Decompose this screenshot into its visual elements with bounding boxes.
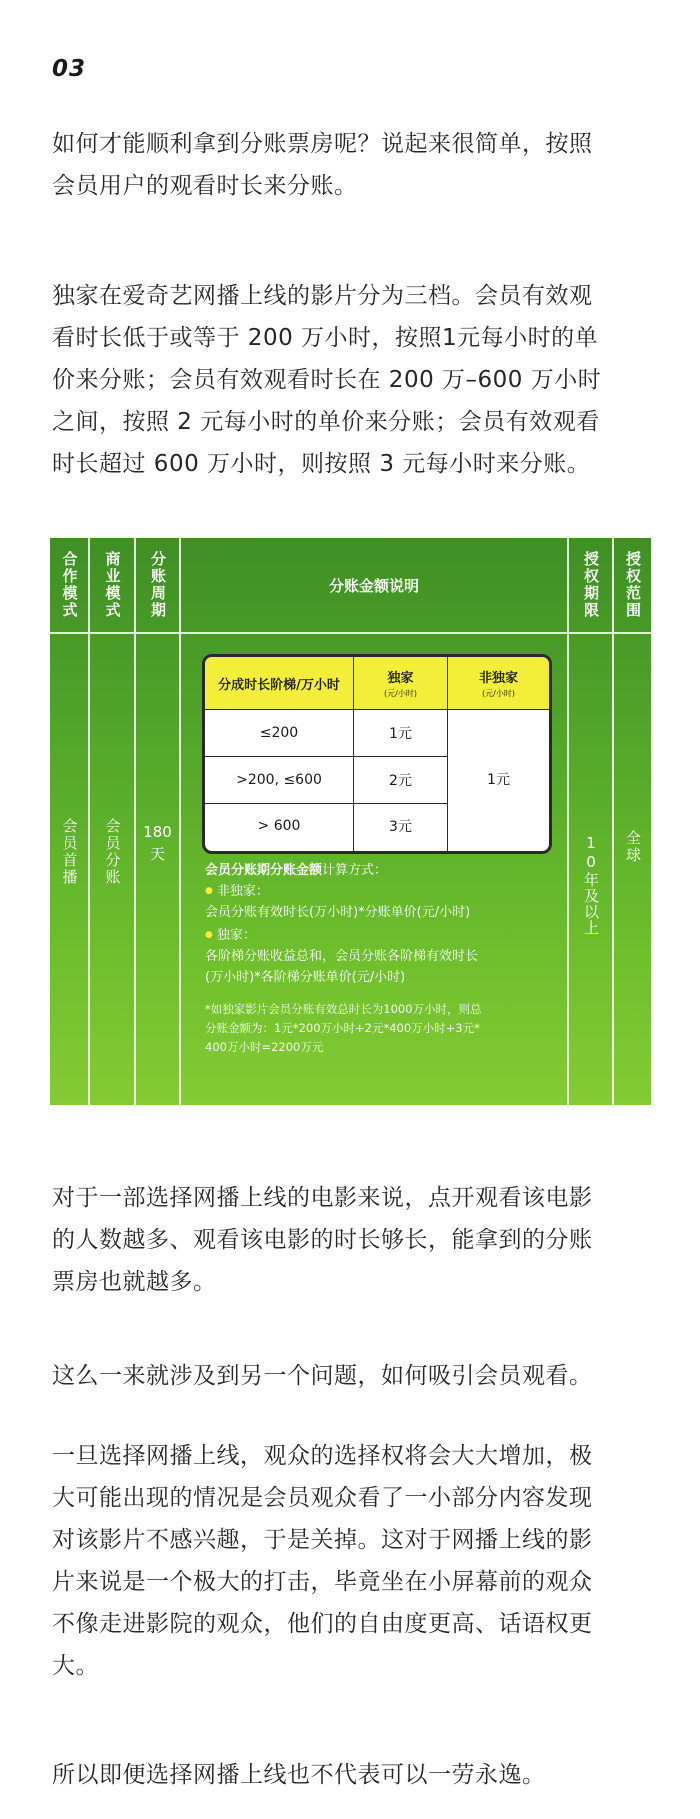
nonexclusive-label: ● 非独家： [205, 881, 535, 902]
nonexclusive-header: 非独家 (元/小时) [448, 657, 549, 709]
text-line: 价来分账；会员有效观看时长在 200 万–600 万小时 [52, 367, 602, 393]
exclusive-label: ● 独家： [205, 925, 535, 946]
revenue-share-infographic [50, 538, 651, 1105]
period-unit: 天 [149, 845, 165, 863]
text-line: 独家在爱奇艺网播上线的影片分为三档。会员有效观 [52, 283, 593, 309]
text-line: 对该影片不感兴趣，于是关掉。这对于网播上线的影 [52, 1527, 593, 1553]
header-term: 授权期限 [582, 551, 600, 619]
text-line: 如何才能顺利拿到分账票房呢？说起来很简单，按照 [52, 131, 593, 157]
text-line: 时长超过 600 万小时，则按照 3 元每小时来分账。 [52, 451, 591, 477]
calculation-notes [205, 860, 535, 1057]
text-line: 看时长低于或等于 200 万小时，按照1元每小时的单 [52, 325, 599, 351]
divider [50, 632, 651, 634]
text-line: 对于一部选择网播上线的电影来说，点开观看该电影 [52, 1185, 593, 1211]
header-amount: 分账金额说明 [328, 576, 419, 595]
text-line: 之间，按照 2 元每小时的单价来分账；会员有效观看 [52, 409, 600, 435]
cell-mode: 会员首播 [60, 818, 79, 886]
example-line: 分账金额为：1元*200万小时+2元*400万小时+3元* [205, 1021, 480, 1035]
nonexclusive-formula: 会员分账有效时长(万小时)*分账单价(元/小时) [205, 905, 471, 920]
paragraph-3 [52, 1177, 656, 1303]
tier-table [202, 654, 552, 854]
paragraph-1 [52, 123, 656, 207]
header-business: 商业模式 [103, 551, 122, 619]
cell-period [136, 823, 179, 864]
exclusive-price-cell: 3元 [389, 819, 412, 835]
text-line: 大。 [52, 1653, 99, 1679]
header-period: 分账周期 [149, 551, 167, 619]
notes-title [205, 860, 535, 881]
period-number: 180 [143, 823, 172, 841]
tier-cell: >200, ≤600 [236, 772, 322, 788]
text-line: 所以即便选择网播上线也不代表可以一劳永逸。 [52, 1762, 546, 1788]
text-line: 片来说是一个极大的打击，毕竟坐在小屏幕前的观众 [52, 1569, 593, 1595]
section-number: 03 [52, 56, 87, 82]
paragraph-5 [52, 1435, 656, 1687]
paragraph-4 [52, 1355, 656, 1397]
cell-business: 会员分账 [103, 818, 122, 886]
example-line: 400万小时=2200万元 [205, 1040, 324, 1054]
paragraph-6 [52, 1754, 656, 1796]
exclusive-price-cell: 2元 [389, 773, 412, 789]
text-line: 会员用户的观看时长来分账。 [52, 173, 358, 199]
cell-term: 10年及以上 [582, 834, 600, 936]
tier-cell: ≤200 [259, 725, 299, 741]
exclusive-header: 独家 (元/小时) [354, 657, 447, 709]
text-line: 票房也就越多。 [52, 1269, 217, 1295]
header-scope: 授权范围 [624, 551, 642, 619]
exclusive-formula-line: (万小时)*各阶梯分账单价(元/小时) [205, 970, 406, 985]
text-line: 不像走进影院的观众，他们的自由度更高、话语权更 [52, 1611, 593, 1637]
text-line: 大可能出现的情况是会员观众看了一小部分内容发现 [52, 1485, 593, 1511]
example-note [205, 1000, 535, 1057]
tier-header: 分成时长阶梯/万小时 [205, 657, 353, 709]
exclusive-price-cell: 1元 [389, 726, 412, 742]
header-mode: 合作模式 [60, 551, 79, 619]
notes-title-rest: 计算方式： [322, 863, 388, 878]
tier-cell: > 600 [257, 818, 301, 834]
example-line: *如独家影片会员分账有效总时长为1000万小时，则总 [205, 1002, 482, 1016]
text-line: 的人数越多、观看该电影的时长够长，能拿到的分账 [52, 1227, 593, 1253]
nonexclusive-price-cell: 1元 [487, 772, 510, 788]
cell-scope: 全球 [624, 830, 642, 864]
text-line: 一旦选择网播上线，观众的选择权将会大大增加，极 [52, 1443, 593, 1469]
text-line: 这么一来就涉及到另一个问题，如何吸引会员观看。 [52, 1363, 593, 1389]
paragraph-2 [52, 275, 656, 485]
exclusive-formula-line: 各阶梯分账收益总和，会员分账各阶梯有效时长 [205, 949, 479, 964]
notes-title-bold: 会员分账期分账金额 [205, 863, 323, 878]
